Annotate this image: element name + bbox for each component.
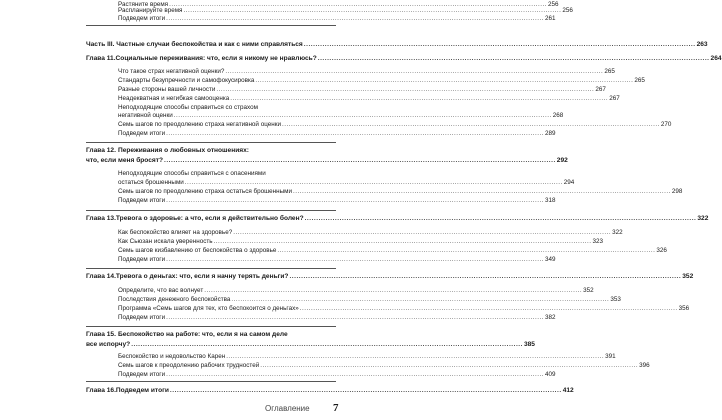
toc-page-number: 352 xyxy=(583,287,594,294)
toc-entry[interactable] xyxy=(86,67,615,76)
dot-leader xyxy=(131,340,523,350)
toc-entry[interactable] xyxy=(86,94,620,103)
dot-leader xyxy=(226,352,604,361)
toc-page-number: 322 xyxy=(697,215,709,222)
toc-entry-title: Распланируйте время xyxy=(118,7,183,14)
dot-leader xyxy=(233,228,611,237)
toc-chapter-heading[interactable] xyxy=(86,146,336,156)
dot-leader xyxy=(166,313,544,322)
toc-entry[interactable] xyxy=(86,295,621,304)
dot-leader xyxy=(214,237,592,246)
toc-entry-title: Как беспокойство влияет на здоровье? xyxy=(118,229,233,236)
toc-part-heading[interactable] xyxy=(86,40,708,50)
toc-chapter-heading[interactable] xyxy=(86,340,535,350)
toc-entry[interactable] xyxy=(86,196,556,205)
toc-entry[interactable] xyxy=(86,304,690,313)
page-number: 7 xyxy=(333,402,339,414)
toc-page-number: 323 xyxy=(592,238,603,245)
section-divider xyxy=(86,142,336,143)
toc-page-number: 353 xyxy=(610,296,621,303)
dot-leader xyxy=(185,178,563,187)
toc-page-number: 261 xyxy=(545,15,556,22)
toc-entry-title: Подведем итоги xyxy=(118,197,166,204)
dot-leader xyxy=(255,76,633,85)
dot-leader xyxy=(204,286,582,295)
toc-page-number: 289 xyxy=(545,130,556,137)
toc-entry-title: Что такое страх негативной оценки? xyxy=(118,68,225,75)
toc-page-number: 322 xyxy=(612,229,623,236)
toc-entry-title: Подведем итоги xyxy=(118,371,166,378)
toc-entry-title: Стандарты безупречности и самофокусировка xyxy=(118,77,255,84)
dot-leader xyxy=(318,54,710,64)
dot-leader xyxy=(225,67,603,76)
toc-chapter-heading[interactable] xyxy=(86,214,709,224)
toc-page-number: 265 xyxy=(634,77,645,84)
dot-leader xyxy=(166,370,544,379)
toc-entry-title: Тревога о здоровье: а что, если я действительно болен? xyxy=(115,215,304,222)
dot-leader xyxy=(166,196,544,205)
section-divider xyxy=(86,268,336,269)
toc-entry-title: негативной оценки xyxy=(118,112,173,119)
dot-leader xyxy=(230,94,608,103)
toc-page-number: 396 xyxy=(639,362,650,369)
dot-leader xyxy=(260,361,638,370)
toc-entry-title: Семь шагов к преодолению рабочих трудностей xyxy=(118,362,260,369)
section-divider xyxy=(86,25,336,26)
dot-leader xyxy=(277,246,655,255)
toc-chapter-heading[interactable] xyxy=(86,386,574,396)
toc-entry-title: Определите, что вас волнует xyxy=(118,287,204,294)
toc-entry[interactable] xyxy=(86,14,556,23)
toc-entry-title: Беспокойство на работе: что, если я на самом деле xyxy=(118,331,288,338)
toc-entry-title: Семь шагов кизбавлению от беспокойства о здоровье xyxy=(118,247,277,254)
dot-leader xyxy=(231,295,609,304)
toc-entry-title: Семь шагов по преодолению страха остаться брошенными xyxy=(118,188,292,195)
toc-page-number: 349 xyxy=(545,256,556,263)
toc-page-number: 294 xyxy=(563,179,575,186)
toc-entry[interactable] xyxy=(86,313,556,322)
toc-chapter-heading[interactable] xyxy=(86,156,568,166)
toc-page-number: 391 xyxy=(605,353,616,360)
chapter-number: Глава 11. xyxy=(86,55,116,62)
toc-page-number: 412 xyxy=(562,387,574,394)
toc-entry-title: Подведем итоги xyxy=(118,314,166,321)
toc-entry-title: Подведем итоги xyxy=(118,256,166,263)
dot-leader xyxy=(174,111,552,120)
toc-page-number: 267 xyxy=(595,86,606,93)
toc-page-number: 263 xyxy=(696,41,708,48)
toc-entry-title: Подведем итоги xyxy=(118,130,166,137)
toc-chapter-heading[interactable] xyxy=(86,54,722,64)
toc-page-number: 265 xyxy=(604,68,615,75)
toc-entry-title: Подведем итоги xyxy=(118,15,166,22)
chapter-number: Глава 16. xyxy=(86,387,116,394)
toc-entry[interactable] xyxy=(86,352,616,361)
toc-chapter-heading[interactable] xyxy=(86,272,694,282)
toc-page-number: 385 xyxy=(523,341,535,348)
toc-entry-title: Как Сьюзан искала уверенность xyxy=(118,238,213,245)
dot-leader xyxy=(170,386,562,396)
toc-entry[interactable] xyxy=(86,111,564,120)
toc-entry-title: Неадекватная и негибкая самооценка xyxy=(118,95,230,102)
dot-leader xyxy=(164,156,556,166)
dot-leader xyxy=(166,14,544,23)
dot-leader xyxy=(305,214,697,224)
toc-page-number: 270 xyxy=(660,121,672,128)
chapter-number: Глава 13. xyxy=(86,215,116,222)
toc-entry[interactable] xyxy=(86,255,556,264)
footer-section-label: Оглавление xyxy=(265,404,310,413)
dot-leader xyxy=(282,120,660,129)
toc-entry[interactable] xyxy=(86,228,623,237)
toc-page-number: 256 xyxy=(562,7,573,14)
toc-entry[interactable] xyxy=(86,178,575,187)
toc-entry-title: Подведем итоги xyxy=(115,387,169,394)
toc-page-number: 298 xyxy=(671,188,683,195)
toc-entry-title: Растяните время xyxy=(118,1,169,8)
toc-entry[interactable] xyxy=(86,187,683,196)
dot-leader xyxy=(166,255,544,264)
section-divider xyxy=(86,210,336,211)
toc-entry-title: Последствия денежного беспокойства xyxy=(118,296,231,303)
toc-entry[interactable] xyxy=(86,237,603,246)
toc-entry-title: Тревога о деньгах: что, если я начну терять деньги? xyxy=(115,273,289,280)
toc-entry-title: все испорчу? xyxy=(86,341,131,348)
toc-page-number: 352 xyxy=(682,273,694,280)
toc-entry-title: Неподходящие способы справиться со страхом xyxy=(118,104,258,111)
toc-entry[interactable] xyxy=(86,120,672,129)
toc-entry-title: Неподходящие способы справиться с опасениями xyxy=(118,170,266,177)
toc-page-number: 256 xyxy=(548,1,559,8)
dot-leader xyxy=(304,40,696,50)
toc-page-number: 356 xyxy=(678,305,690,312)
section-divider xyxy=(86,381,336,382)
toc-entry-title: Социальные переживания: что, если я никому не нравлюсь? xyxy=(115,55,317,62)
chapter-number: Глава 12. xyxy=(86,147,116,154)
toc-entry[interactable] xyxy=(86,129,556,138)
dot-leader xyxy=(289,272,681,282)
toc-chapter-heading[interactable] xyxy=(86,330,336,340)
toc-entry[interactable] xyxy=(86,76,645,85)
toc-entry-title: что, если меня бросят? xyxy=(86,157,164,164)
dot-leader xyxy=(166,129,544,138)
toc-page-number: 264 xyxy=(710,55,722,62)
section-divider xyxy=(86,326,336,327)
toc-page-number: 268 xyxy=(552,112,564,119)
chapter-number: Глава 15. xyxy=(86,331,116,338)
toc-entry-title: Программа «Семь шагов для тех, кто беспокоится о деньгах» xyxy=(118,305,299,312)
toc-entry[interactable] xyxy=(86,361,650,370)
toc-page-number: 318 xyxy=(545,197,556,204)
toc-page-number: 382 xyxy=(545,314,556,321)
toc-entry-title: Беспокойство и недовольство Карен xyxy=(118,353,226,360)
toc-entry-title: Разные стороны вашей личности xyxy=(118,86,216,93)
toc-entry-title: остаться брошенными xyxy=(118,179,184,186)
toc-page-number: 267 xyxy=(609,95,620,102)
chapter-number: Глава 14. xyxy=(86,273,116,280)
toc-entry[interactable] xyxy=(86,169,368,178)
toc-page-number: 409 xyxy=(545,371,556,378)
toc-entry[interactable] xyxy=(86,286,594,295)
dot-leader xyxy=(300,304,678,313)
dot-leader xyxy=(293,187,671,196)
toc-entry[interactable] xyxy=(86,246,667,255)
toc-entry[interactable] xyxy=(86,85,606,94)
toc-entry-title: Семь шагов по преодолению страха негативной оценки xyxy=(118,121,281,128)
toc-page-number: 326 xyxy=(656,247,667,254)
toc-entry[interactable] xyxy=(86,370,556,379)
dot-leader xyxy=(216,85,594,94)
toc-entry-title: Часть III. Частные случаи беспокойства и как с ними справляться xyxy=(86,41,303,48)
toc-entry-title: Переживания о любовных отношениях: xyxy=(118,147,249,154)
toc-page-number: 292 xyxy=(556,157,568,164)
